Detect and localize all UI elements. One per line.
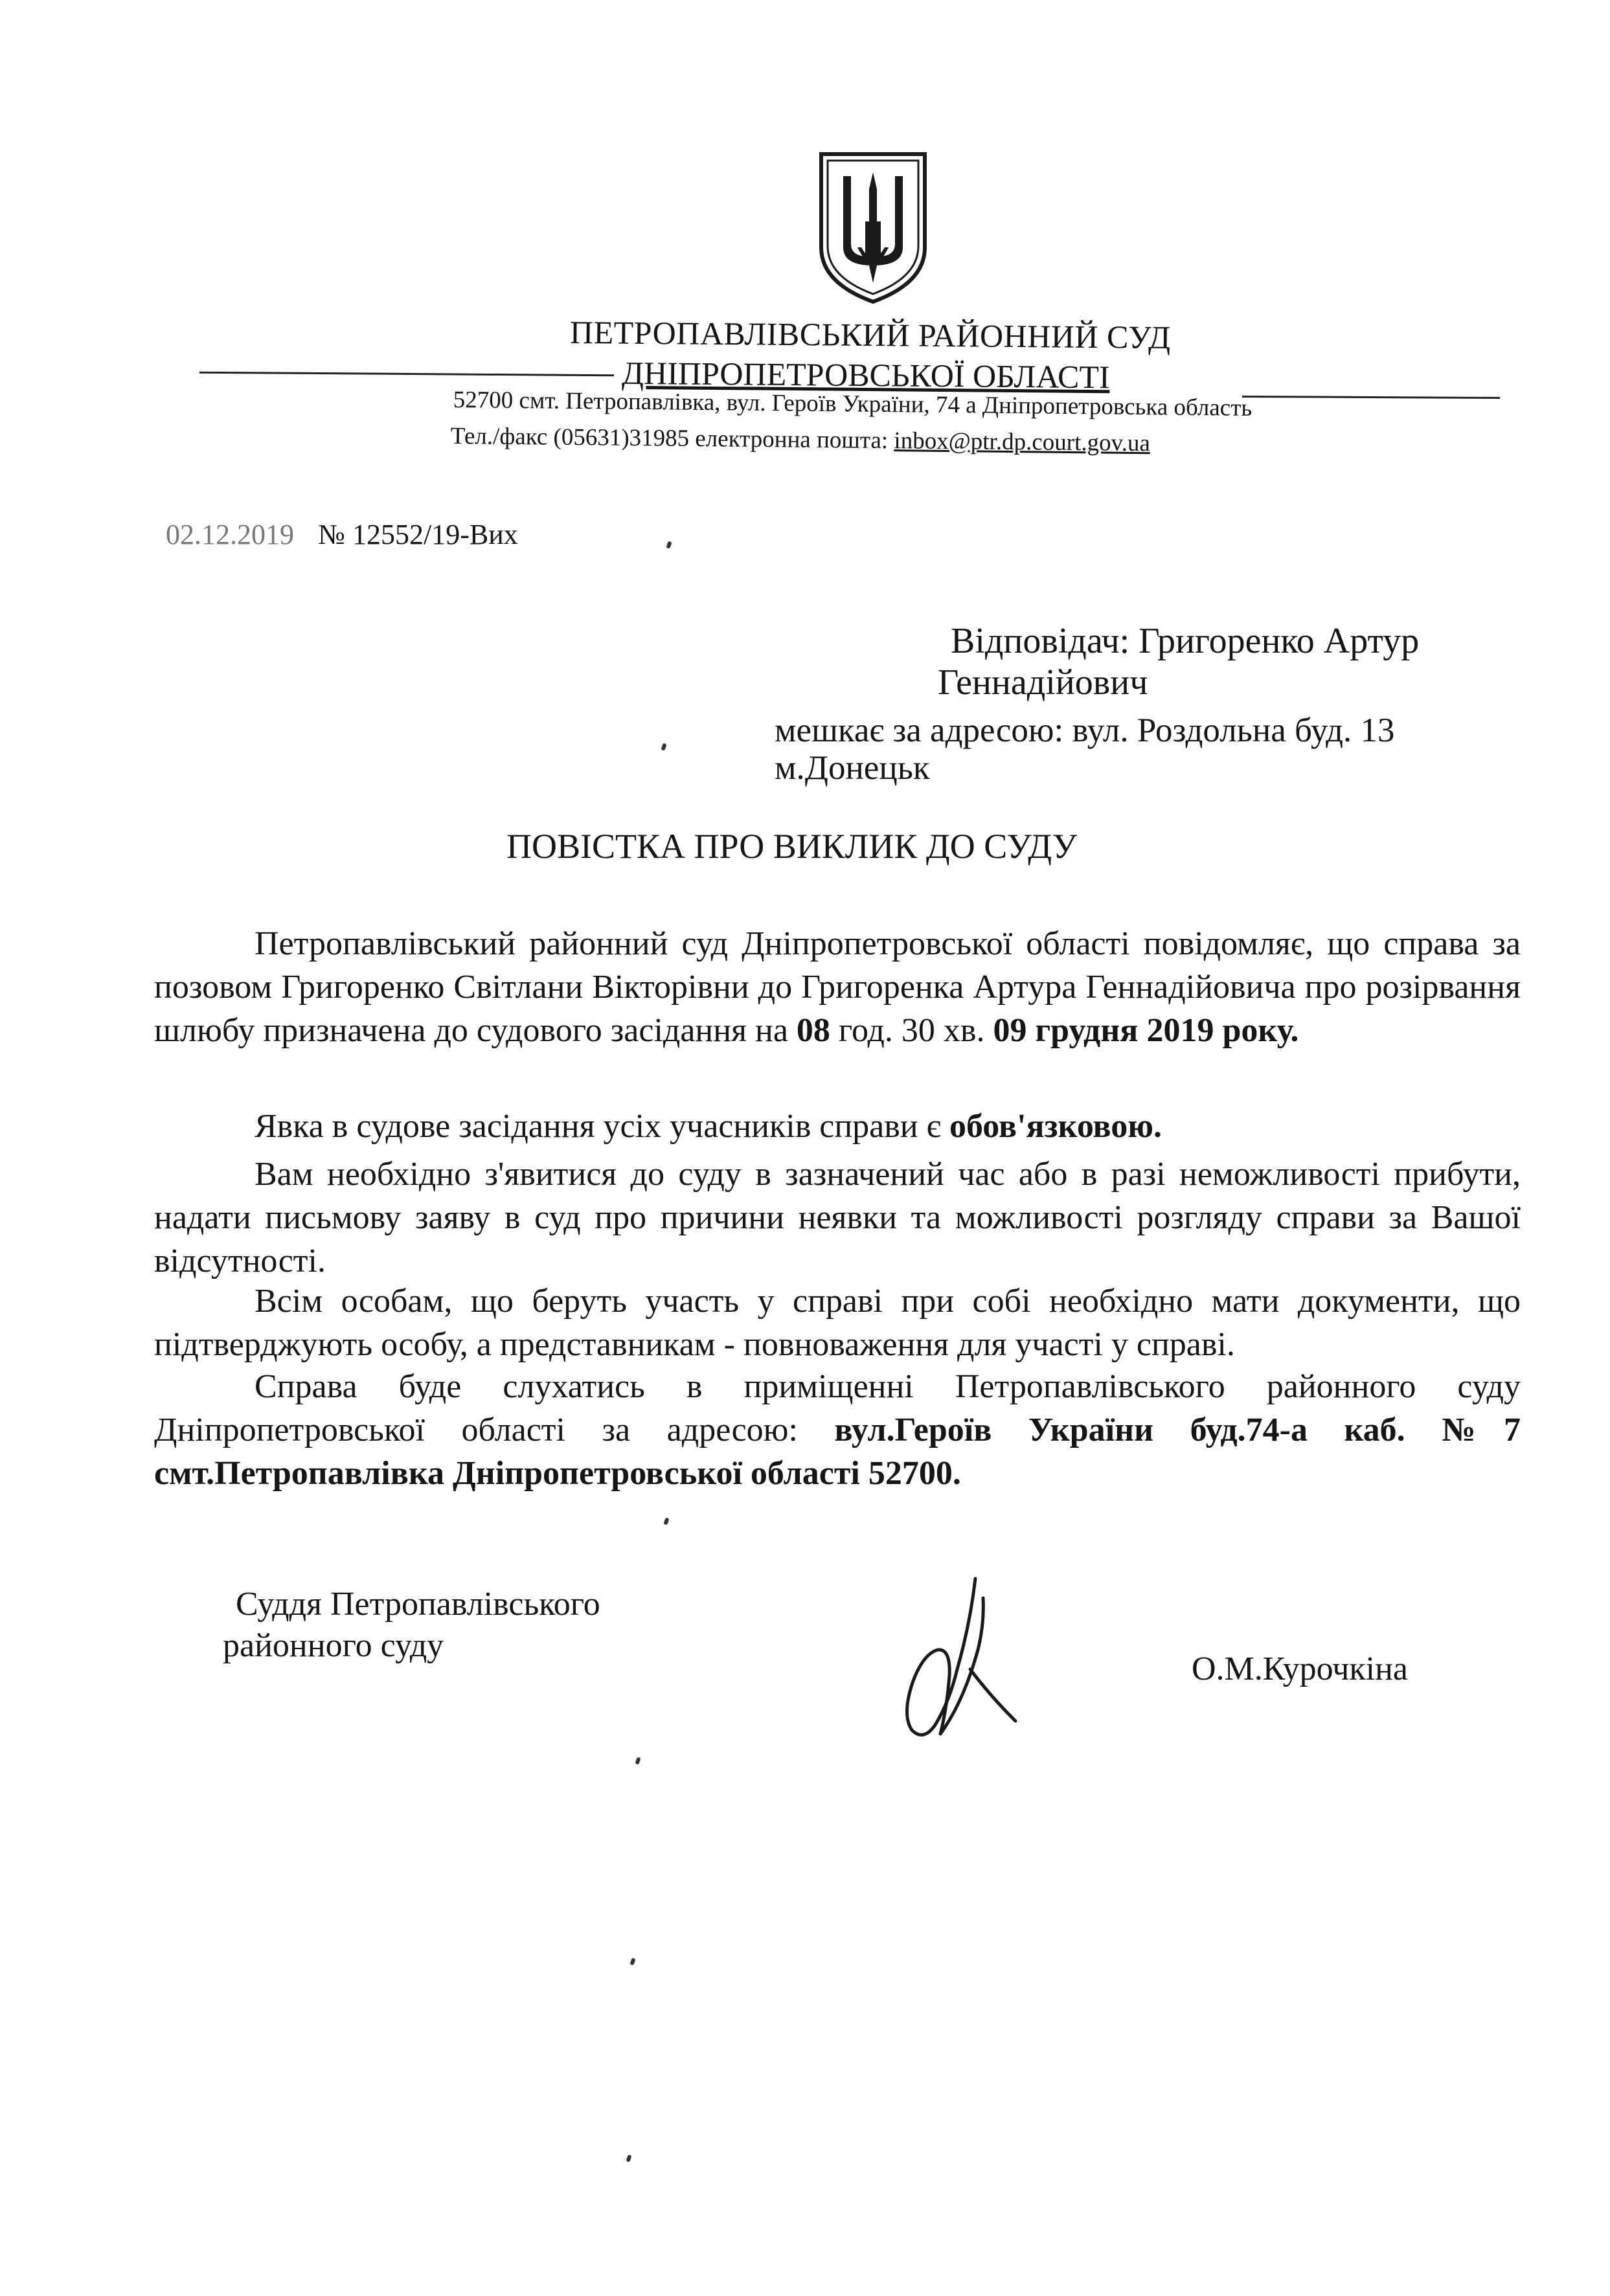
p1-hearing-date: 09 грудня 2019 року. [993,1012,1299,1049]
judge-position-line1: Суддя Петропавлівського [236,1586,600,1623]
p4-text: Всім особам, що беруть участь у справі при собі необхідно мати документи, що підтверджують особу, а представникам - повноваження для участі у справі. [154,1283,1521,1363]
coat-of-arms-icon [817,150,929,306]
scan-speck [629,1957,635,1965]
recipient-line1: Відповідач: Григоренко Артур [951,621,1420,661]
paragraph-attendance [154,1105,1521,1148]
scan-speck [661,743,666,750]
document-title: ПОВІСТКА ПРО ВИКЛИК ДО СУДУ [506,827,1078,866]
p5-venue-address: вул.Героїв України буд.74-а каб. №7 смт.Петропавлівка Дніпропетровської області 52700. [154,1412,1521,1492]
paragraph-absence [154,1153,1521,1283]
judge-signature [873,1572,1028,1753]
recipient-line3: мешкає за адресою: вул. Роздольна буд. 13 [775,712,1395,749]
p5-text: Справа буде слухатись в приміщенні Петропавлівського районного суду Дніпропетровської області за адресою: [154,1368,1521,1448]
judge-position-line2: районного суду [223,1627,444,1664]
p1-text: Петропавлівський районний суд Дніпропетровської області повідомляє, що справа за позовом Григоренко Світлани Вікторівни до Григоренка Артура Геннадійовича про розірвання шлюбу призначена до судового засідання на [154,925,1521,1049]
p3-text: Вам необхідно з'явитися до суду в зазначений час або в разі неможливості прибути, надати письмову заяву в суд про причини неявки та можливості розгляду справи за Вашої відсутності. [154,1156,1521,1279]
scan-speck [663,1517,669,1525]
scan-speck [635,1757,641,1764]
p2-text: Явка в судове засідання усіх учасників справи є [255,1108,949,1145]
scan-speck [626,2154,631,2162]
p1-hearing-mid: год. 30 хв. [830,1012,993,1049]
court-address: 52700 смт. Петропавлівка, вул. Героїв України, 74 а Дніпропетровська область [453,386,1253,422]
paragraph-venue [154,1365,1521,1495]
paragraph-documents [154,1279,1521,1366]
court-name-line1: ПЕТРОПАВЛІВСЬКИЙ РАЙОННИЙ СУД [569,313,1171,356]
court-name-line2: ДНІПРОПЕТРОВСЬКОЇ ОБЛАСТІ [621,354,1110,396]
court-contacts [451,422,1151,457]
header-divider-left [199,372,614,376]
contacts-label: Тел./факс (05631)31985 електронна пошта: [450,422,894,455]
scan-speck [666,541,672,548]
paragraph-hearing-notice [154,922,1521,1052]
recipient-line2: Геннадійович [938,662,1148,703]
court-email-link[interactable]: inbox@ptr.dp.court.gov.ua [894,427,1151,457]
recipient-line4: м.Донецьк [775,749,930,787]
judge-name: О.М.Курочкіна [1192,1650,1408,1687]
p1-hearing-hour: 08 [796,1012,830,1049]
outgoing-reference [166,518,518,551]
p2-mandatory: обов'язковою. [949,1108,1162,1145]
outgoing-date: 02.12.2019 [166,519,294,550]
header-divider-right [1242,396,1500,399]
outgoing-number: № 12552/19-Вих [318,519,518,550]
